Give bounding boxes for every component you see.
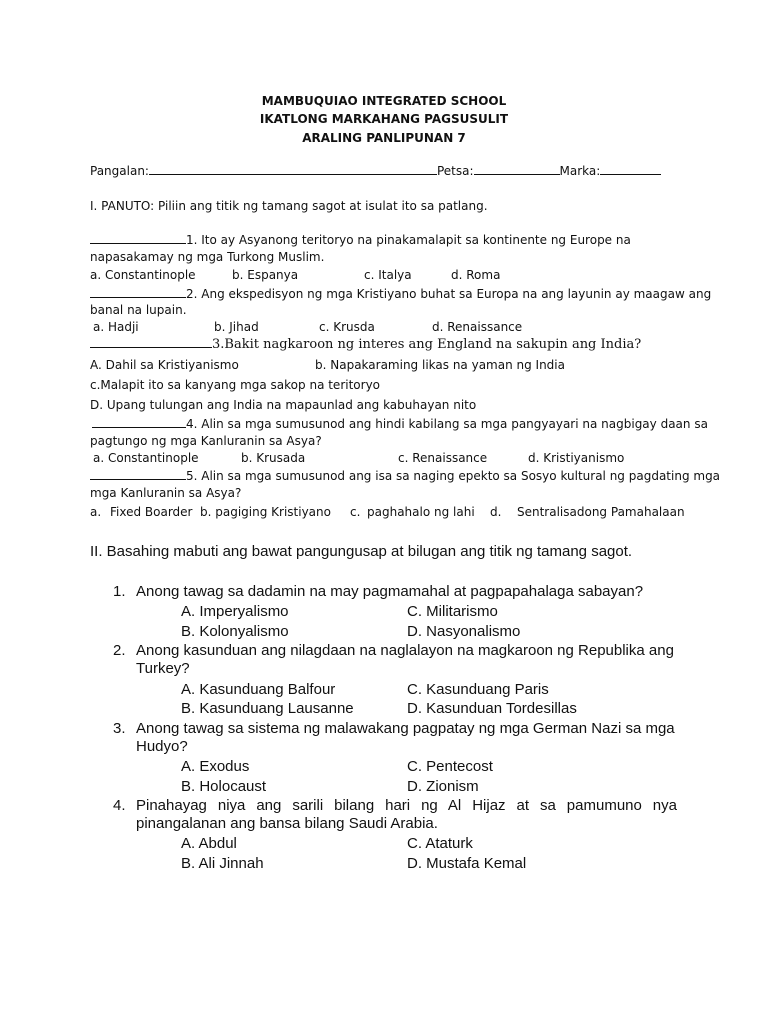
part1-q1 [90, 233, 631, 247]
name-field[interactable] [149, 164, 437, 175]
question-text: Anong kasunduan ang nilagdaan na naglalayon na magkaroon ng Republika ang Turkey? [136, 642, 674, 677]
part1-q5 [90, 469, 720, 483]
choice-c: paghahalo ng lahi [367, 505, 475, 519]
choice-C: C. Ataturk [407, 835, 473, 852]
question-text: 1. Ito ay Asyanong teritoryo na pinakamalapit sa kontinente ng Europe na [186, 233, 631, 247]
question-number: 4. [113, 797, 126, 814]
subject-title: ARALING PANLIPUNAN 7 [302, 131, 466, 145]
answer-blank-3[interactable] [90, 337, 212, 348]
school-name: MAMBUQUIAO INTEGRATED SCHOOL [261, 94, 507, 108]
choice-C: C. Kasunduang Paris [407, 681, 549, 698]
answer-blank-5[interactable] [90, 469, 186, 480]
question-text: Pinahayag niya ang sarili bilang hari ng Al Hijaz at sa pamumuno nya pinangalanan ang bansa bilang Saudi Arabia. [136, 797, 677, 832]
date-label: Petsa: [436, 164, 474, 178]
question-number: 1. [113, 583, 126, 600]
choice-c: c.Malapit ito sa kanyang mga sakop na teritoryo [90, 378, 381, 392]
choice-d-letter: d. [490, 505, 502, 519]
choice-D: D. Zionism [407, 778, 479, 795]
choice-D: D. Mustafa Kemal [407, 855, 527, 872]
info-line [90, 164, 661, 178]
name-label: Pangalan: [90, 164, 149, 178]
choice-B: B. Ali Jinnah [181, 855, 264, 872]
part2-instruction: II. Basahing mabuti ang bawat pangungusap at bilugan ang titik ng tamang sagot. [90, 543, 633, 560]
choice-D: D. Nasyonalismo [407, 623, 521, 640]
choice-A: A. Abdul [181, 835, 237, 852]
score-field[interactable] [600, 164, 661, 175]
answer-blank-1[interactable] [90, 233, 186, 244]
question-text: 2. Ang ekspedisyon ng mga Kristiyano buhat sa Europa na ang layunin ay maagaw ang [186, 287, 712, 301]
choice-C: C. Militarismo [407, 603, 498, 620]
question-text-cont: banal na lupain. [90, 303, 187, 317]
choice-c: c. Italya [364, 268, 412, 282]
choice-d: d. Roma [451, 268, 501, 282]
question-text-cont: mga Kanluranin sa Asya? [90, 486, 242, 500]
choice-b: b. Napakaraming likas na yaman ng India [315, 358, 565, 372]
part1-q2 [90, 287, 711, 301]
choice-a-letter: a. [90, 505, 102, 519]
part1-q4 [92, 417, 708, 431]
choice-c: c. Krusda [319, 320, 375, 334]
choice-A: A. Kasunduang Balfour [181, 681, 336, 698]
choice-d: Sentralisadong Pamahalaan [517, 505, 685, 519]
part1-instruction: I. PANUTO: Piliin ang titik ng tamang sagot at isulat ito sa patlang. [90, 199, 488, 213]
choice-b: b. pagiging Kristiyano [200, 505, 331, 519]
question-text: Anong tawag sa dadamin na may pagmamahal at pagpapahalaga sabayan? [136, 583, 644, 600]
question-text-cont: napasakamay ng mga Turkong Muslim. [90, 250, 325, 264]
choice-d: d. Renaissance [432, 320, 523, 334]
choice-a: A. Dahil sa Kristiyanismo [90, 358, 239, 372]
choice-d: d. Kristiyanismo [528, 451, 625, 465]
choice-b: b. Espanya [232, 268, 299, 282]
question-text: 4. Alin sa mga sumusunod ang hindi kabilang sa mga pangyayari na nagbigay daan sa [186, 417, 708, 431]
choice-B: B. Kasunduang Lausanne [181, 700, 354, 717]
choice-a: a. Hadji [93, 320, 139, 334]
choice-A: A. Exodus [181, 758, 250, 775]
choice-B: B. Kolonyalismo [181, 623, 289, 640]
choice-a: Fixed Boarder [110, 505, 193, 519]
answer-blank-4[interactable] [92, 417, 186, 428]
exam-title: IKATLONG MARKAHANG PAGSUSULIT [259, 112, 509, 126]
choice-C: C. Pentecost [407, 758, 493, 775]
choice-A: A. Imperyalismo [181, 603, 289, 620]
answer-blank-2[interactable] [90, 287, 186, 298]
question-text: Anong tawag sa sistema ng malawakang pagpatay ng mga German Nazi sa mga Hudyo? [136, 720, 675, 755]
choice-c-letter: c. [350, 505, 361, 519]
question-number: 2. [113, 642, 126, 659]
choice-d: D. Upang tulungan ang India na mapaunlad ang kabuhayan nito [90, 398, 477, 412]
choice-a: a. Constantinople [93, 451, 199, 465]
choice-D: D. Kasunduan Tordesillas [407, 700, 577, 717]
question-text: 3.Bakit nagkaroon ng interes ang England na sakupin ang India? [212, 337, 642, 352]
date-field[interactable] [474, 164, 560, 175]
question-text: 5. Alin sa mga sumusunod ang isa sa naging epekto sa Sosyo kultural ng pagdating mga [186, 469, 721, 483]
choice-b: b. Jihad [214, 320, 259, 334]
choice-c: c. Renaissance [398, 451, 488, 465]
score-label: Marka: [559, 164, 601, 178]
choice-b: b. Krusada [241, 451, 306, 465]
choice-a: a. Constantinople [90, 268, 196, 282]
question-number: 3. [113, 720, 126, 737]
choice-B: B. Holocaust [181, 778, 267, 795]
question-text-cont: pagtungo ng mga Kanluranin sa Asya? [90, 434, 322, 448]
part1-q3 [90, 337, 641, 352]
